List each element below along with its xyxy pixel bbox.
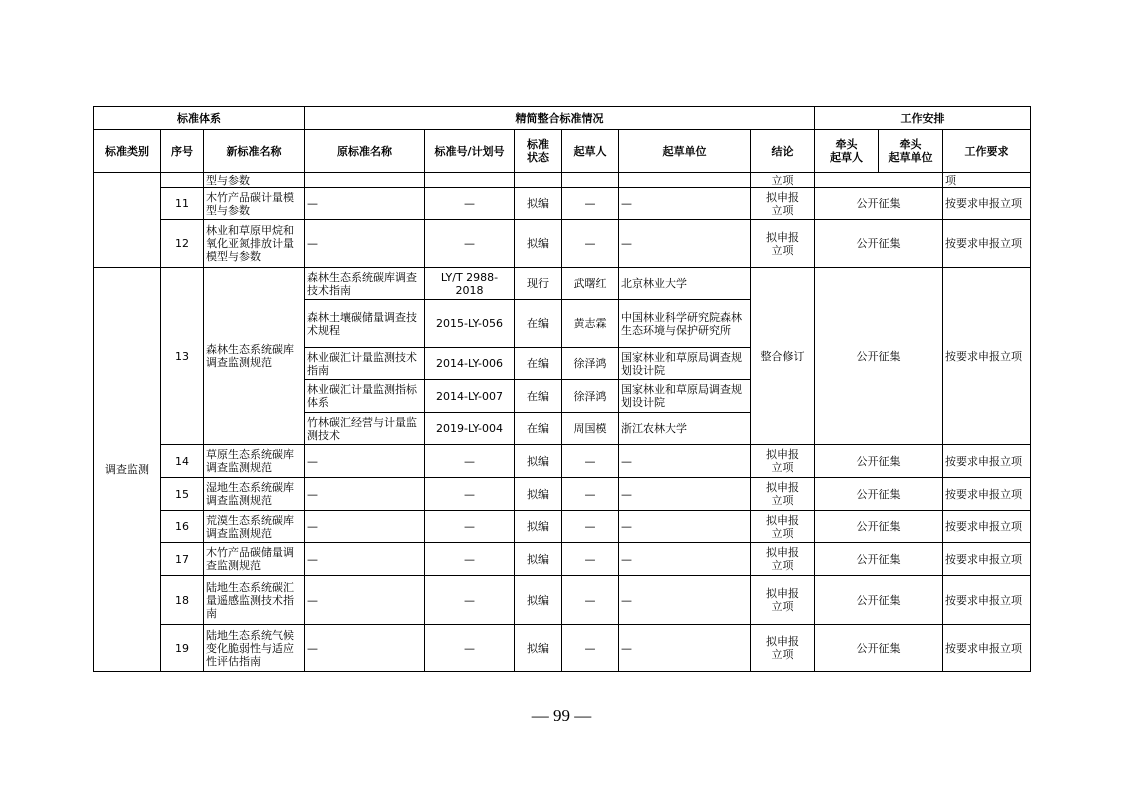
original-standard-name: — <box>305 220 425 268</box>
new-standard-name: 森林生态系统碳库调查监测规范 <box>204 268 305 445</box>
drafter: 徐泽鸿 <box>562 348 619 380</box>
col-header-conclusion: 结论 <box>751 130 815 173</box>
conclusion: 拟申报 立项 <box>751 478 815 511</box>
standard-status: 拟编 <box>515 511 562 543</box>
conclusion: 拟申报 立项 <box>751 543 815 576</box>
standard-status: 拟编 <box>515 576 562 625</box>
col-header-code: 标准号/计划号 <box>425 130 515 173</box>
lead-arrangement: 公开征集 <box>815 625 943 672</box>
original-standard-name: — <box>305 445 425 478</box>
lead-arrangement: 公开征集 <box>815 478 943 511</box>
standard-code: 2014-LY-007 <box>425 380 515 413</box>
drafting-unit: — <box>619 625 751 672</box>
lead-arrangement: 公开征集 <box>815 188 943 220</box>
page-number: — 99 — <box>531 706 592 725</box>
standard-code: — <box>425 478 515 511</box>
col-header-unit: 起草单位 <box>619 130 751 173</box>
new-standard-name: 荒漠生态系统碳库调查监测规范 <box>204 511 305 543</box>
seq-number: 11 <box>161 188 204 220</box>
drafter: 周国模 <box>562 413 619 445</box>
drafter: — <box>562 511 619 543</box>
seq-number: 18 <box>161 576 204 625</box>
header-group-standard-system: 标准体系 <box>94 107 305 130</box>
seq-number: 13 <box>161 268 204 445</box>
drafter: — <box>562 188 619 220</box>
standard-category: 调查监测 <box>94 268 161 672</box>
col-header-drafter: 起草人 <box>562 130 619 173</box>
lead-arrangement: 公开征集 <box>815 268 943 445</box>
seq-number: 14 <box>161 445 204 478</box>
drafter: 武曙红 <box>562 268 619 300</box>
conclusion: 立项 <box>751 173 815 188</box>
standard-status: 拟编 <box>515 445 562 478</box>
col-header-category: 标准类别 <box>94 130 161 173</box>
standard-status: 在编 <box>515 348 562 380</box>
drafting-unit: 北京林业大学 <box>619 268 751 300</box>
standard-code: — <box>425 220 515 268</box>
standard-code: — <box>425 543 515 576</box>
standard-code: LY/T 2988-2018 <box>425 268 515 300</box>
col-header-original-name: 原标准名称 <box>305 130 425 173</box>
drafting-unit: — <box>619 576 751 625</box>
drafter: — <box>562 220 619 268</box>
conclusion: 拟申报 立项 <box>751 511 815 543</box>
drafting-unit: — <box>619 188 751 220</box>
work-requirement: 按要求申报立项 <box>943 478 1031 511</box>
new-standard-name: 陆地生态系统气候变化脆弱性与适应性评估指南 <box>204 625 305 672</box>
seq-number: 15 <box>161 478 204 511</box>
standard-status: 拟编 <box>515 625 562 672</box>
drafting-unit: 国家林业和草原局调查规划设计院 <box>619 348 751 380</box>
new-standard-name: 木竹产品碳计量模型与参数 <box>204 188 305 220</box>
original-standard-name: 竹林碳汇经营与计量监测技术 <box>305 413 425 445</box>
drafting-unit: 中国林业科学研究院森林生态环境与保护研究所 <box>619 300 751 348</box>
original-standard-name: 森林土壤碳储量调查技术规程 <box>305 300 425 348</box>
drafter: — <box>562 478 619 511</box>
col-header-lead-drafter: 牵头 起草人 <box>815 130 879 173</box>
drafting-unit: — <box>619 445 751 478</box>
drafting-unit: — <box>619 478 751 511</box>
drafting-unit: 国家林业和草原局调查规划设计院 <box>619 380 751 413</box>
standard-code: — <box>425 445 515 478</box>
table-row <box>94 576 1031 625</box>
standard-status: 在编 <box>515 413 562 445</box>
col-header-lead-unit: 牵头 起草单位 <box>879 130 943 173</box>
col-header-new-name: 新标准名称 <box>204 130 305 173</box>
standard-status: 现行 <box>515 268 562 300</box>
work-requirement: 项 <box>943 173 1031 188</box>
table-row <box>94 268 1031 300</box>
standard-code: 2019-LY-004 <box>425 413 515 445</box>
lead-arrangement: 公开征集 <box>815 543 943 576</box>
conclusion: 拟申报 立项 <box>751 445 815 478</box>
drafter: — <box>562 625 619 672</box>
drafter: — <box>562 576 619 625</box>
table-row <box>94 543 1031 576</box>
header-column-row <box>94 130 1031 173</box>
drafting-unit: — <box>619 543 751 576</box>
header-group-work-arrangement: 工作安排 <box>815 107 1031 130</box>
drafting-unit: — <box>619 511 751 543</box>
table-row <box>94 625 1031 672</box>
drafting-unit: 浙江农林大学 <box>619 413 751 445</box>
conclusion: 整合修订 <box>751 268 815 445</box>
lead-arrangement: 公开征集 <box>815 445 943 478</box>
table-row <box>94 511 1031 543</box>
lead-arrangement: 公开征集 <box>815 220 943 268</box>
seq-number: 16 <box>161 511 204 543</box>
new-standard-name: 草原生态系统碳库调查监测规范 <box>204 445 305 478</box>
seq-number: 12 <box>161 220 204 268</box>
work-requirement: 按要求申报立项 <box>943 625 1031 672</box>
conclusion: 拟申报 立项 <box>751 220 815 268</box>
original-standard-name: 林业碳汇计量监测技术指南 <box>305 348 425 380</box>
work-requirement: 按要求申报立项 <box>943 188 1031 220</box>
drafter: 徐泽鸿 <box>562 380 619 413</box>
standard-code: — <box>425 511 515 543</box>
col-header-seq: 序号 <box>161 130 204 173</box>
original-standard-name: — <box>305 511 425 543</box>
standard-code: — <box>425 576 515 625</box>
table-row <box>94 445 1031 478</box>
new-standard-name: 型与参数 <box>204 173 305 188</box>
standard-status: 拟编 <box>515 543 562 576</box>
conclusion: 拟申报 立项 <box>751 625 815 672</box>
original-standard-name: — <box>305 478 425 511</box>
original-standard-name: — <box>305 188 425 220</box>
work-requirement: 按要求申报立项 <box>943 220 1031 268</box>
standard-code: — <box>425 625 515 672</box>
standard-code: — <box>425 188 515 220</box>
table-row <box>94 188 1031 220</box>
work-requirement: 按要求申报立项 <box>943 543 1031 576</box>
standards-table <box>93 106 1031 672</box>
standard-status: 在编 <box>515 380 562 413</box>
drafter: — <box>562 543 619 576</box>
work-requirement: 按要求申报立项 <box>943 576 1031 625</box>
table-row <box>94 220 1031 268</box>
standard-status: 拟编 <box>515 188 562 220</box>
drafter: — <box>562 445 619 478</box>
original-standard-name: 森林生态系统碳库调查技术指南 <box>305 268 425 300</box>
conclusion: 拟申报 立项 <box>751 576 815 625</box>
conclusion: 拟申报 立项 <box>751 188 815 220</box>
header-group-consolidation: 精简整合标准情况 <box>305 107 815 130</box>
work-requirement: 按要求申报立项 <box>943 445 1031 478</box>
standard-status: 拟编 <box>515 220 562 268</box>
table-row <box>94 478 1031 511</box>
standard-code: 2014-LY-006 <box>425 348 515 380</box>
drafting-unit: — <box>619 220 751 268</box>
original-standard-name: — <box>305 625 425 672</box>
work-requirement: 按要求申报立项 <box>943 268 1031 445</box>
new-standard-name: 林业和草原甲烷和氧化亚氮排放计量模型与参数 <box>204 220 305 268</box>
work-requirement: 按要求申报立项 <box>943 511 1031 543</box>
new-standard-name: 陆地生态系统碳汇量遥感监测技术指南 <box>204 576 305 625</box>
new-standard-name: 木竹产品碳储量调查监测规范 <box>204 543 305 576</box>
seq-number: 17 <box>161 543 204 576</box>
table-row <box>94 173 1031 188</box>
col-header-status: 标准 状态 <box>515 130 562 173</box>
original-standard-name: 林业碳汇计量监测指标体系 <box>305 380 425 413</box>
original-standard-name: — <box>305 576 425 625</box>
header-group-row <box>94 107 1031 130</box>
standard-code: 2015-LY-056 <box>425 300 515 348</box>
standard-status: 拟编 <box>515 478 562 511</box>
drafter: 黄志霖 <box>562 300 619 348</box>
seq-number: 19 <box>161 625 204 672</box>
original-standard-name: — <box>305 543 425 576</box>
new-standard-name: 湿地生态系统碳库调查监测规范 <box>204 478 305 511</box>
lead-arrangement: 公开征集 <box>815 576 943 625</box>
lead-arrangement: 公开征集 <box>815 511 943 543</box>
standard-status: 在编 <box>515 300 562 348</box>
col-header-requirement: 工作要求 <box>943 130 1031 173</box>
